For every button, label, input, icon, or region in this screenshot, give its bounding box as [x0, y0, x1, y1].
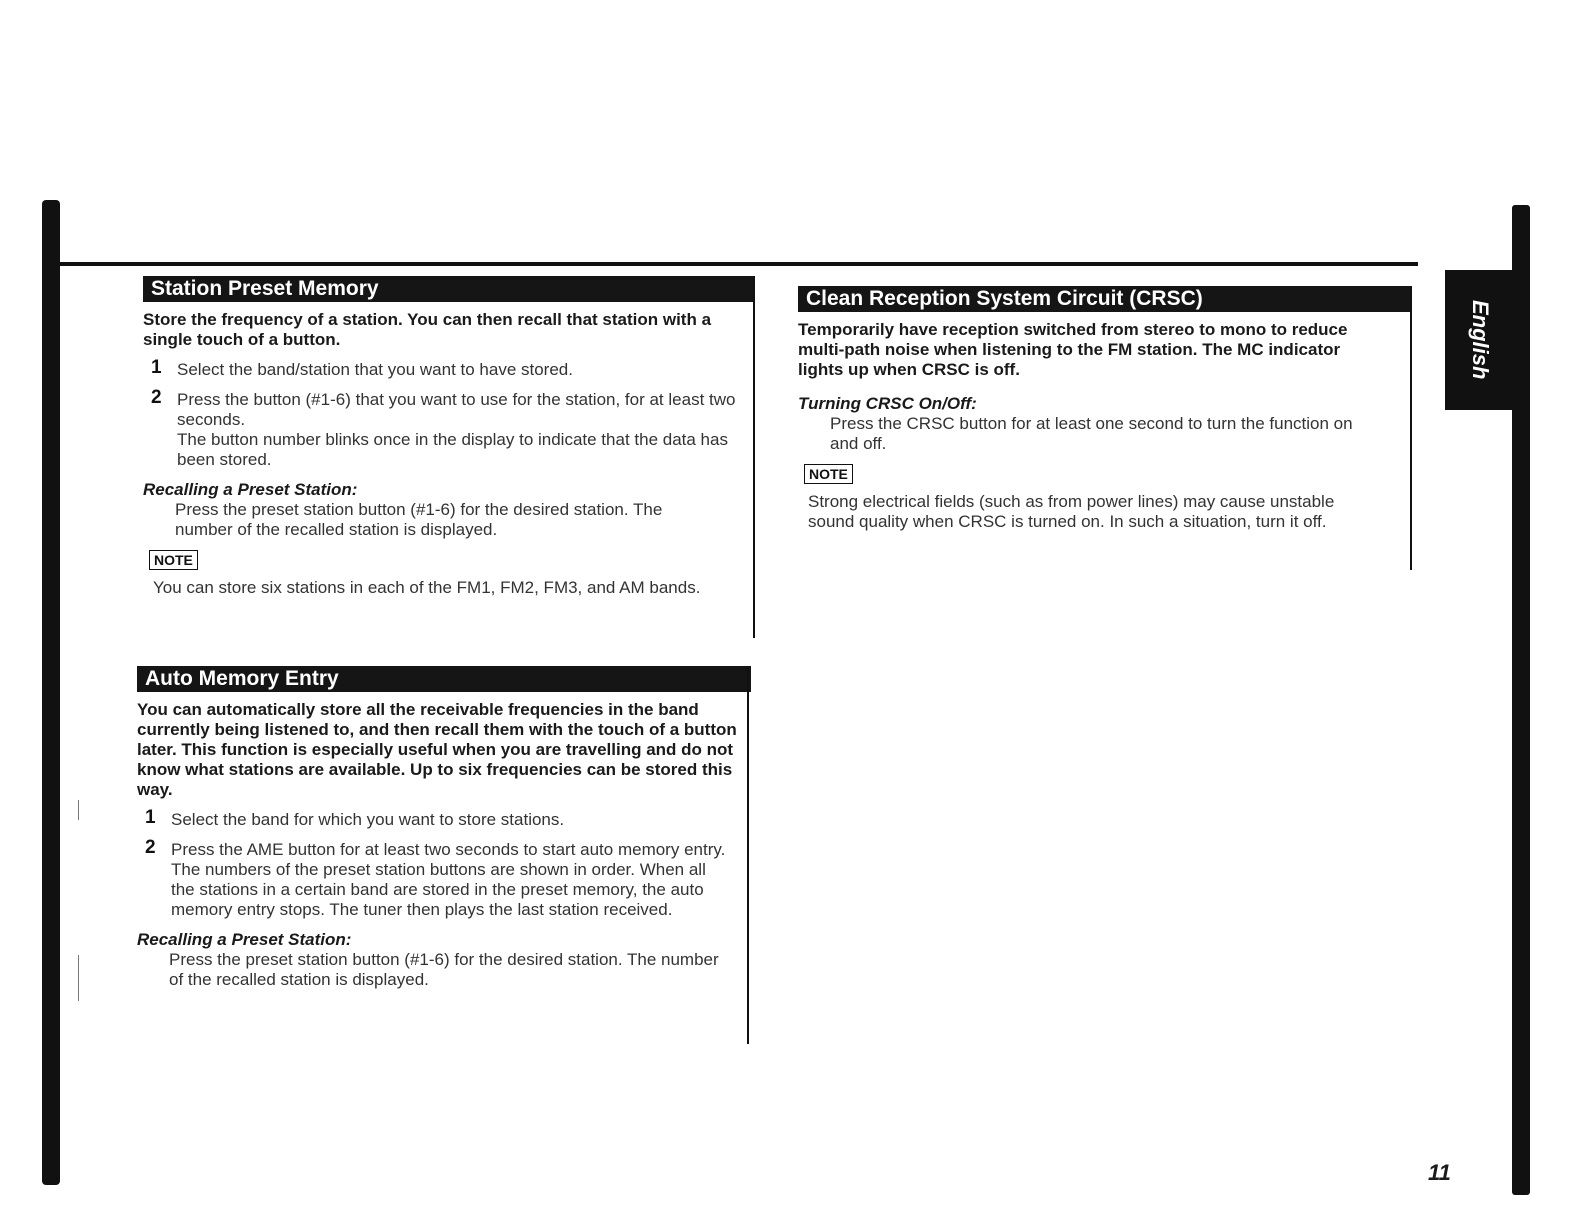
step-text: Select the band/station that you want to have stored.: [177, 360, 573, 379]
section-rule: [747, 666, 749, 1044]
step-text: Press the AME button for at least two seconds to start auto memory entry.: [171, 840, 726, 859]
recall-heading: Recalling a Preset Station:: [143, 480, 358, 499]
language-tab: [1445, 270, 1515, 410]
section-title: Auto Memory Entry: [137, 666, 751, 692]
note-badge: NOTE: [149, 550, 198, 570]
step-number: 2: [151, 387, 162, 408]
recall-text: Press the preset station button (#1-6) for the desired station. The number of the recalled station is displayed.: [169, 950, 719, 989]
step-number: 1: [151, 357, 162, 378]
step-item: [143, 357, 737, 380]
step-text: The button number blinks once in the display to indicate that the data has been stored.: [177, 430, 728, 469]
margin-tick: [78, 955, 79, 1001]
section-intro: Temporarily have reception switched from stereo to mono to reduce multi-path noise when listening to the FM station. The MC indicator lights up when CRSC is off.: [798, 320, 1348, 379]
step-item: [143, 387, 737, 470]
step-text: Select the band for which you want to store stations.: [171, 810, 565, 829]
top-rule: [58, 262, 1418, 266]
margin-tick: [78, 800, 79, 820]
note-text: You can store six stations in each of the FM1, FM2, FM3, and AM bands.: [153, 578, 701, 597]
language-tab-label: English: [1468, 300, 1493, 380]
step-item: [137, 807, 731, 830]
section-rule: [1410, 286, 1412, 570]
step-number: 1: [145, 807, 156, 828]
note-badge: NOTE: [804, 464, 853, 484]
step-item: [137, 837, 731, 920]
step-number: 2: [145, 837, 156, 858]
auto-memory-section: [137, 666, 751, 990]
section-title: Clean Reception System Circuit (CRSC): [798, 286, 1412, 312]
section-rule: [753, 276, 755, 638]
turning-text: Press the CRSC button for at least one second to turn the function on and off.: [830, 414, 1353, 453]
turning-heading: Turning CRSC On/Off:: [798, 394, 977, 413]
step-text: Press the button (#1-6) that you want to use for the station, for at least two seconds.: [177, 390, 736, 429]
left-edge-bar: [42, 200, 60, 1185]
note-text: Strong electrical fields (such as from power lines) may cause unstable sound quality when CRSC is turned on. In such a situation, turn it off.: [808, 492, 1335, 531]
section-intro: Store the frequency of a station. You can then recall that station with a single touch of a button.: [143, 310, 712, 349]
section-intro: You can automatically store all the receivable frequencies in the band currently being listened to, and then recall them with the touch of a button later. This function is especially useful when you are travelling and do not know what stations are available. Up to six frequencies can be stored this way.: [137, 700, 737, 799]
step-text: The numbers of the preset station buttons are shown in order. When all the stations in a certain band are stored in the preset memory, the auto memory entry stops. The tuner then plays the last station received.: [171, 860, 706, 919]
section-title: Station Preset Memory: [143, 276, 755, 302]
crsc-section: [798, 286, 1412, 532]
recall-text: Press the preset station button (#1-6) for the desired station. The number of the recalled station is displayed.: [175, 500, 663, 539]
station-preset-section: [143, 276, 755, 598]
page-number: 11: [1428, 1160, 1451, 1185]
recall-heading: Recalling a Preset Station:: [137, 930, 352, 949]
